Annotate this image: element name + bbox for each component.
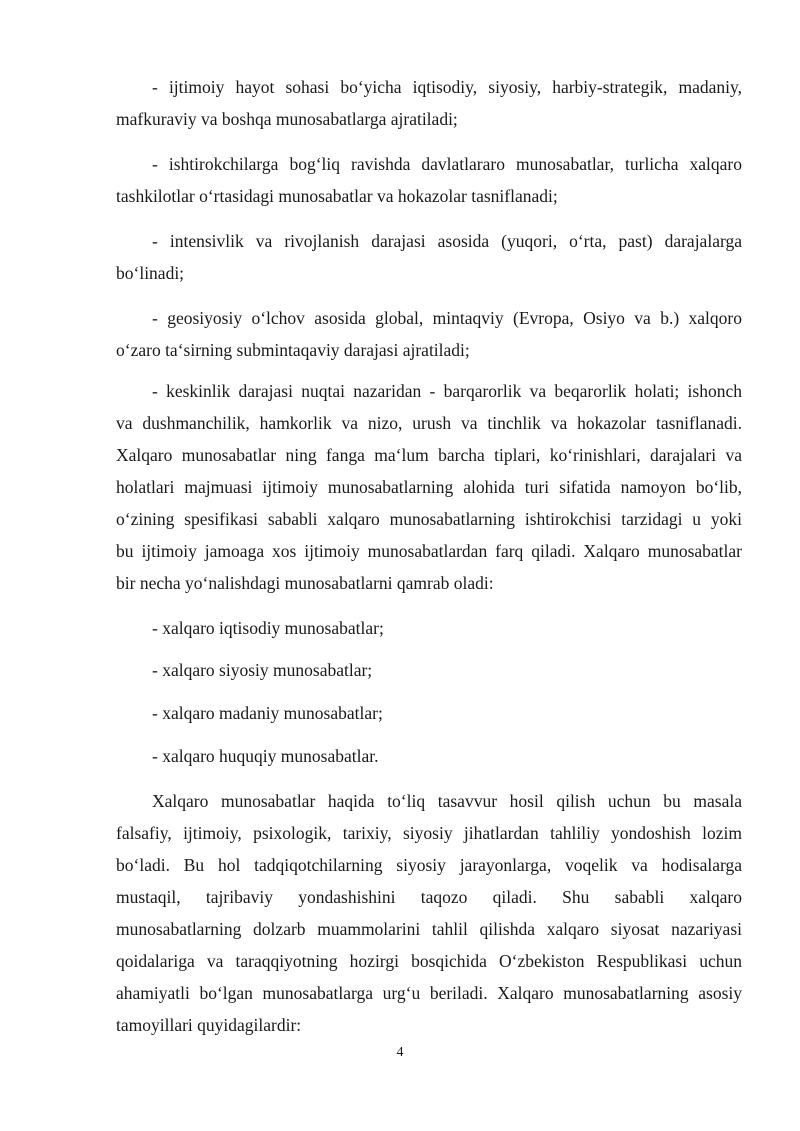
list-item: - xalqaro siyosiy munosabatlar; (152, 660, 373, 680)
text-line: bo‘ladi. Bu hol tadqiqotchilarning siyosiy jarayonlarga, voqelik va hodisalarga (116, 855, 742, 875)
text-line: Xalqaro munosabatlar ning fanga ma‘lum barcha tiplari, ko‘rinishlari, darajalari va (116, 445, 742, 465)
text-line: bu ijtimoiy jamoaga xos ijtimoiy munosabatlardan farq qiladi. Xalqaro munosabatlar (116, 541, 742, 561)
text-line: qoidalariga va taraqqiyotning hozirgi bosqichida O‘zbekiston Respublikasi uchun (116, 951, 742, 971)
text-line: munosabatlarning dolzarb muammolarini tahlil qilishda xalqaro siyosat nazariyasi (116, 919, 742, 939)
text-line: mafkuraviy va boshqa munosabatlarga ajratiladi; (116, 109, 458, 129)
text-line: - geosiyosiy o‘lchov asosida global, mintaqviy (Evropa, Osiyo va b.) xalqoro (152, 308, 742, 328)
text-line: o‘zaro ta‘sirning submintaqaviy darajasi ajratiladi; (116, 340, 470, 360)
text-line: - ishtirokchilarga bog‘liq ravishda davlatlararo munosabatlar, turlicha xalqaro (152, 154, 742, 174)
text-line: bir necha yo‘nalishdagi munosabatlarni qamrab oladi: (116, 573, 494, 593)
text-line: bo‘linadi; (116, 263, 185, 283)
page-number: 4 (396, 1045, 404, 1060)
text-line: o‘zining spesifikasi sababli xalqaro munosabatlarning ishtirokchisi tarzidagi u yoki (116, 509, 742, 529)
text-line: mustaqil, tajribaviy yondashishini taqozo qiladi. Shu sababli xalqaro (116, 887, 742, 907)
list-item: - xalqaro huquqiy munosabatlar. (152, 746, 379, 766)
list-item: - xalqaro iqtisodiy munosabatlar; (152, 618, 384, 638)
text-line: ahamiyatli bo‘lgan munosabatlarga urg‘u beriladi. Xalqaro munosabatlarning asosiy (116, 983, 742, 1003)
text-line: tashkilotlar o‘rtasidagi munosabatlar va hokazolar tasniflanadi; (116, 186, 558, 206)
text-line: Xalqaro munosabatlar haqida to‘liq tasavvur hosil qilish uchun bu masala (152, 791, 742, 811)
text-line: - keskinlik darajasi nuqtai nazaridan - barqarorlik va beqarorlik holati; ishonch (152, 381, 742, 401)
list-item: - xalqaro madaniy munosabatlar; (152, 703, 383, 723)
text-line: - ijtimoiy hayot sohasi bo‘yicha iqtisodiy, siyosiy, harbiy-strategik, madaniy, (152, 77, 742, 97)
text-line: falsafiy, ijtimoiy, psixologik, tarixiy, siyosiy jihatlardan tahliliy yondoshish lozim (116, 823, 742, 843)
text-line: va dushmanchilik, hamkorlik va nizo, urush va tinchlik va hokazolar tasniflanadi. (116, 413, 742, 433)
text-line: - intensivlik va rivojlanish darajasi asosida (yuqori, o‘rta, past) darajalarga (152, 231, 742, 251)
text-line: holatlari majmuasi ijtimoiy munosabatlarning alohida turi sifatida namoyon bo‘lib, (116, 477, 742, 497)
text-line: tamoyillari quyidagilardir: (116, 1015, 302, 1035)
